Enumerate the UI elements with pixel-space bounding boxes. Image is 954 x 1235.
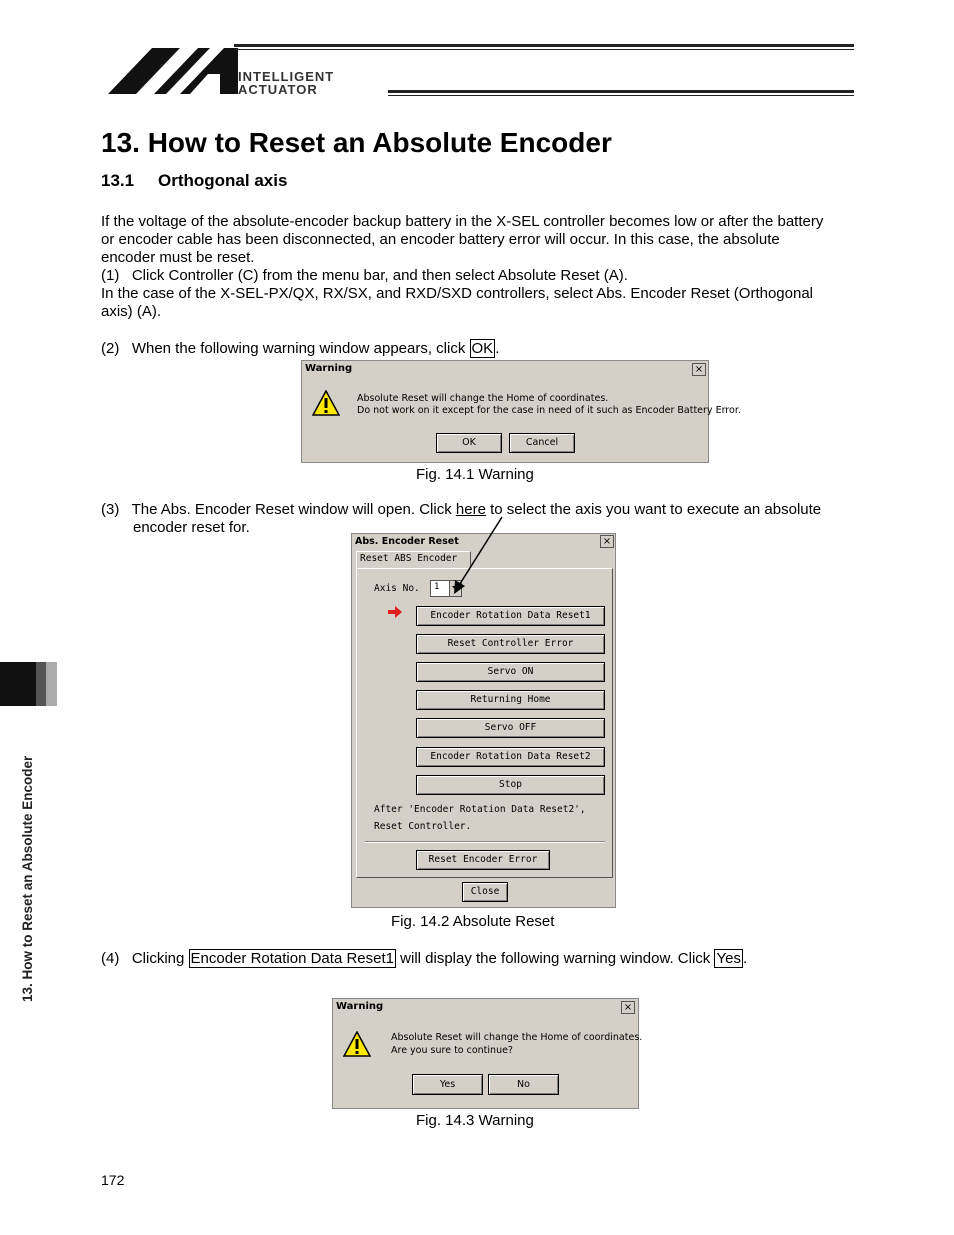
dialog-titlebar xyxy=(333,999,638,1016)
divider xyxy=(365,841,605,843)
logo-mark xyxy=(108,44,856,100)
logo-line2: ACTUATOR xyxy=(238,82,318,97)
warning-icon xyxy=(343,1031,371,1057)
note-line-1: After 'Encoder Rotation Data Reset2', xyxy=(374,804,586,815)
warning-message-line-1: Absolute Reset will change the Home of coordinates. xyxy=(391,1032,643,1043)
section-title xyxy=(101,171,287,191)
chapter-title: 13. How to Reset an Absolute Encoder xyxy=(101,127,612,158)
dialog-title: Warning xyxy=(336,1001,384,1012)
step-4-suffix: . xyxy=(742,950,748,967)
step-2-ok-ref: OK xyxy=(471,340,494,357)
step-3-here-link: here xyxy=(455,501,486,518)
step-4-middle: will display the following warning window. Click xyxy=(395,950,715,967)
chapter-side-label: 13. How to Reset an Absolute Encoder xyxy=(20,755,35,1002)
reset-controller-error-button[interactable]: Reset Controller Error xyxy=(416,634,605,654)
dialog-titlebar xyxy=(302,361,708,378)
warning-message-line-2: Do not work on it except for the case in need of it such as Encoder Battery Error. xyxy=(357,405,741,416)
yes-button[interactable]: Yes xyxy=(412,1074,483,1095)
pointer-arrow-icon xyxy=(388,606,402,618)
logo-wordmark xyxy=(238,70,334,96)
tab-label: Reset ABS Encoder xyxy=(360,553,458,564)
no-button[interactable]: No xyxy=(488,1074,559,1095)
step-3-line-2: encoder reset for. xyxy=(133,519,250,536)
intro-line-3: encoder must be reset. xyxy=(101,249,255,266)
page-number: 172 xyxy=(101,1172,125,1188)
step-4-text: (4) Clicking xyxy=(101,950,189,967)
section-number: 13.1 xyxy=(101,171,135,190)
reset-encoder-error-button[interactable]: Reset Encoder Error xyxy=(416,850,550,870)
encoder-rotation-data-reset2-button[interactable]: Encoder Rotation Data Reset2 xyxy=(416,747,605,767)
dialog-title: Warning xyxy=(305,363,353,374)
warning-dialog-1 xyxy=(301,360,741,463)
step-3-suffix: to select the axis you want to execute an absolute xyxy=(485,501,822,518)
callout-arrow xyxy=(440,515,510,597)
fig-1-caption: Fig. 14.1 Warning xyxy=(416,466,534,483)
intro-line-1: If the voltage of the absolute-encoder backup battery in the X-SEL controller becomes low or after the battery xyxy=(101,213,824,230)
close-icon[interactable]: × xyxy=(692,363,706,376)
servo-off-button[interactable]: Servo OFF xyxy=(416,718,605,738)
intro-line-2: or encoder cable has been disconnected, an encoder battery error will occur. In this case, the absolute xyxy=(101,231,780,248)
close-icon[interactable]: × xyxy=(600,535,614,548)
close-button[interactable]: Close xyxy=(462,882,508,902)
step-2-text: (2) When the following warning window appears, click xyxy=(101,340,470,357)
step-2-suffix: . xyxy=(495,340,500,357)
warning-dialog-2 xyxy=(332,998,643,1109)
fig-3-caption: Fig. 14.3 Warning xyxy=(416,1112,534,1129)
side-tab-graphic xyxy=(0,662,57,706)
warning-message-line-1: Absolute Reset will change the Home of coordinates. xyxy=(357,393,609,404)
servo-on-button[interactable]: Servo ON xyxy=(416,662,605,682)
step-1: (1) Click Controller (C) from the menu bar, and then select Absolute Reset (A). xyxy=(101,267,628,284)
step-1-note-line-2: axis) (A). xyxy=(101,303,161,320)
step-2 xyxy=(101,340,499,358)
dialog-title: Abs. Encoder Reset xyxy=(355,536,459,547)
encoder-rotation-data-reset1-button[interactable]: Encoder Rotation Data Reset1 xyxy=(416,606,605,626)
warning-message-line-2: Are you sure to continue? xyxy=(391,1045,513,1056)
ok-button[interactable]: OK xyxy=(436,433,502,453)
step-4-button-ref: Encoder Rotation Data Reset1 xyxy=(190,950,394,967)
warning-icon xyxy=(312,390,340,416)
fig-2-caption: Fig. 14.2 Absolute Reset xyxy=(391,913,555,930)
tab-panel xyxy=(356,568,613,878)
step-4-yes-ref: Yes xyxy=(716,950,741,967)
close-icon[interactable]: × xyxy=(621,1001,635,1014)
axis-value: 1 xyxy=(434,582,440,592)
step-1-note-line-1: In the case of the X-SEL-PX/QX, RX/SX, and RXD/SXD controllers, select Abs. Encoder Reset (Orthogonal xyxy=(101,285,814,302)
stop-button[interactable]: Stop xyxy=(416,775,605,795)
logo-line1: INTELLIGENT xyxy=(238,69,335,84)
returning-home-button[interactable]: Returning Home xyxy=(416,690,605,710)
axis-label: Axis No. xyxy=(374,583,420,594)
section-name: Orthogonal axis xyxy=(158,171,288,190)
company-logo xyxy=(108,44,856,100)
chapter-side-tab xyxy=(0,662,57,706)
note-line-2: Reset Controller. xyxy=(374,821,472,832)
cancel-button[interactable]: Cancel xyxy=(509,433,575,453)
step-4 xyxy=(101,950,747,968)
step-3-text: (3) The Abs. Encoder Reset window will open. Click xyxy=(101,501,456,518)
